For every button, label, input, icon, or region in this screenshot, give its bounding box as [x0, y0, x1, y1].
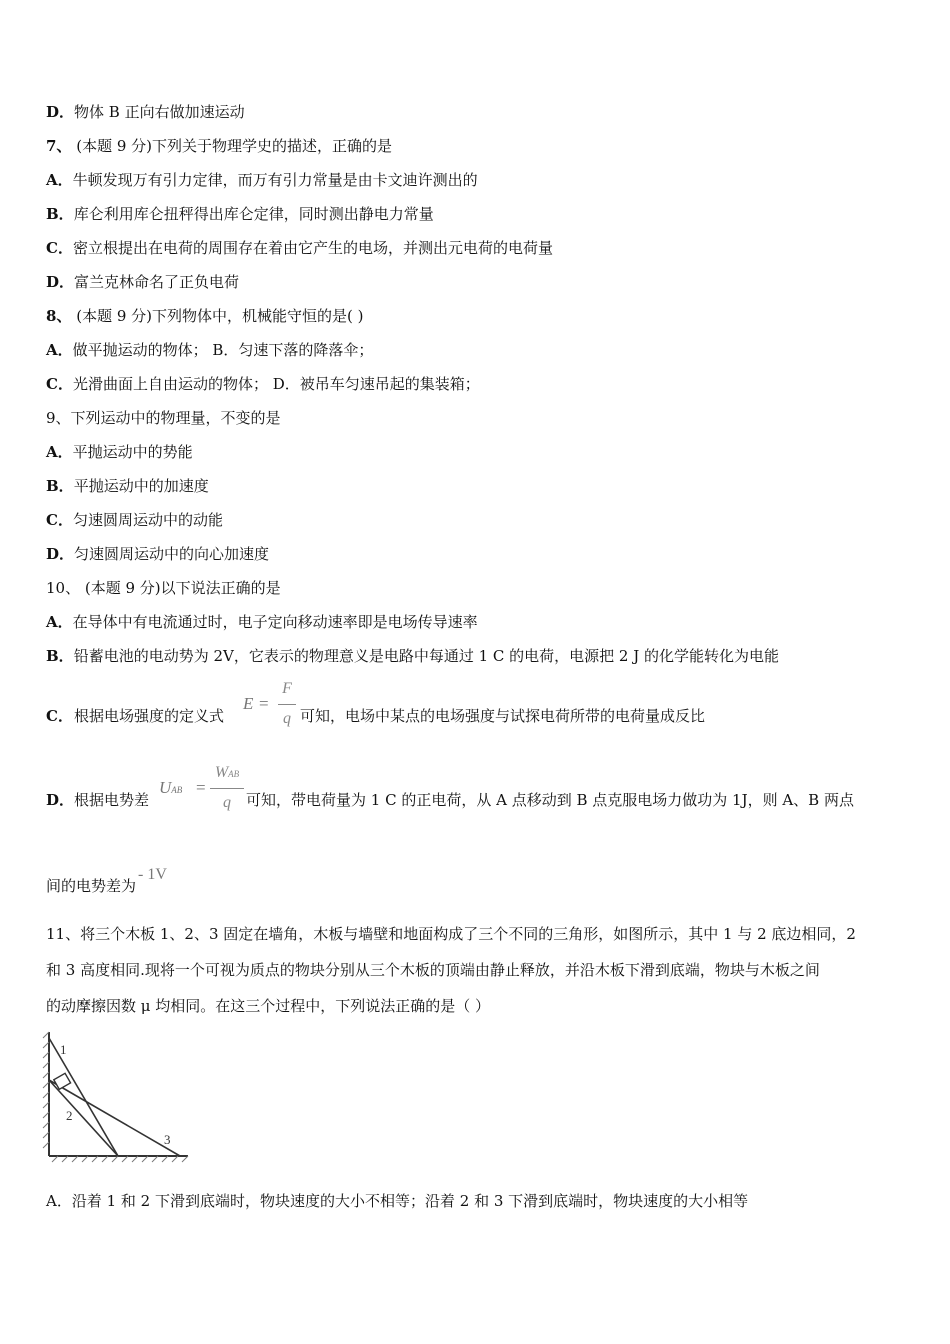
boards-figure — [40, 1028, 195, 1163]
q7-option-d: D．富兰克林命名了正负电荷 — [46, 273, 240, 291]
q9-stem: 9、下列运动中的物理量，不变的是 — [46, 409, 281, 427]
board-label-2: 2 — [66, 1108, 73, 1123]
formula-eq: = — [259, 694, 269, 713]
q10-option-d-cont: 间的电势差为- 1V — [46, 866, 167, 895]
q11-stem-line1: 11、将三个木板 1、2、3 固定在墙角，木板与墙壁和地面构成了三个不同的三角形，如图所示，其中 1 与 2 底边相同，2 — [46, 925, 856, 943]
potential-difference-value: - 1V — [138, 866, 167, 883]
board-label-1: 1 — [60, 1042, 67, 1057]
q9-option-b: B．平抛运动中的加速度 — [46, 477, 209, 495]
q7-stem: 7、 (本题 9 分)下列关于物理学史的描述，正确的是 — [46, 137, 393, 155]
q10-option-a: A．在导体中有电流通过时，电子定向移动速率即是电场传导速率 — [46, 613, 478, 631]
formula-eq: = — [196, 778, 206, 797]
q10-option-b: B．铅蓄电池的电动势为 2V，它表示的物理意义是电路中每通过 1 C 的电荷，电源把 2 J 的化学能转化为电能 — [46, 647, 780, 665]
formula-lhs: E — [243, 694, 254, 713]
q10-option-c: C． 根据电场强度的定义式 E = F q 可知，电场中某点的电场强度与试探电荷所带的电荷量成反比 — [46, 680, 906, 740]
q8-options-ab: A．做平抛运动的物体； B．匀速下落的降落伞； — [46, 341, 374, 359]
q11-stem-line2: 和 3 高度相同.现将一个可视为质点的物块分别从三个木板的顶端由静止释放，并沿木板下滑到底端，物块与木板之间 — [46, 961, 820, 979]
q9-option-a: A．平抛运动中的势能 — [46, 443, 193, 461]
q10-stem: 10、 (本题 9 分)以下说法正确的是 — [46, 579, 281, 597]
q8-options-cd: C．光滑曲面上自由运动的物体； D．被吊车匀速吊起的集装箱； — [46, 375, 480, 393]
board-label-3: 3 — [164, 1132, 171, 1147]
q8-stem: 8、 (本题 9 分)下列物体中，机械能守恒的是( ) — [46, 307, 364, 325]
formula-fraction: F q — [278, 680, 296, 736]
q10-option-d: D． 根据电势差 UAB = WAB q 可知，带电荷量为 1 C 的正电荷，从 A 点移动到 B 点克服电场力做功为 1J，则 A、B 两点 — [46, 764, 916, 824]
q9-option-d: D．匀速圆周运动中的向心加速度 — [46, 545, 270, 563]
q11-stem-line3: 的动摩擦因数 μ 均相同。在这三个过程中，下列说法正确的是（ ） — [46, 997, 491, 1015]
q7-option-c: C．密立根提出在电荷的周围存在着由它产生的电场，并测出元电荷的电荷量 — [46, 239, 553, 257]
formula-fraction: WAB q — [210, 764, 244, 820]
q7-option-b: B．库仑利用库仑扭秤得出库仑定律，同时测出静电力常量 — [46, 205, 434, 223]
q11-option-a: A．沿着 1 和 2 下滑到底端时，物块速度的大小不相等；沿着 2 和 3 下滑到底端时，物块速度的大小相等 — [46, 1192, 749, 1210]
q7-option-a: A．牛顿发现万有引力定律，而万有引力常量是由卡文迪许测出的 — [46, 171, 478, 189]
q6-option-d: D．物体 B 正向右做加速运动 — [46, 103, 245, 121]
q9-option-c: C．匀速圆周运动中的动能 — [46, 511, 223, 529]
formula-lhs: UAB — [159, 778, 183, 797]
